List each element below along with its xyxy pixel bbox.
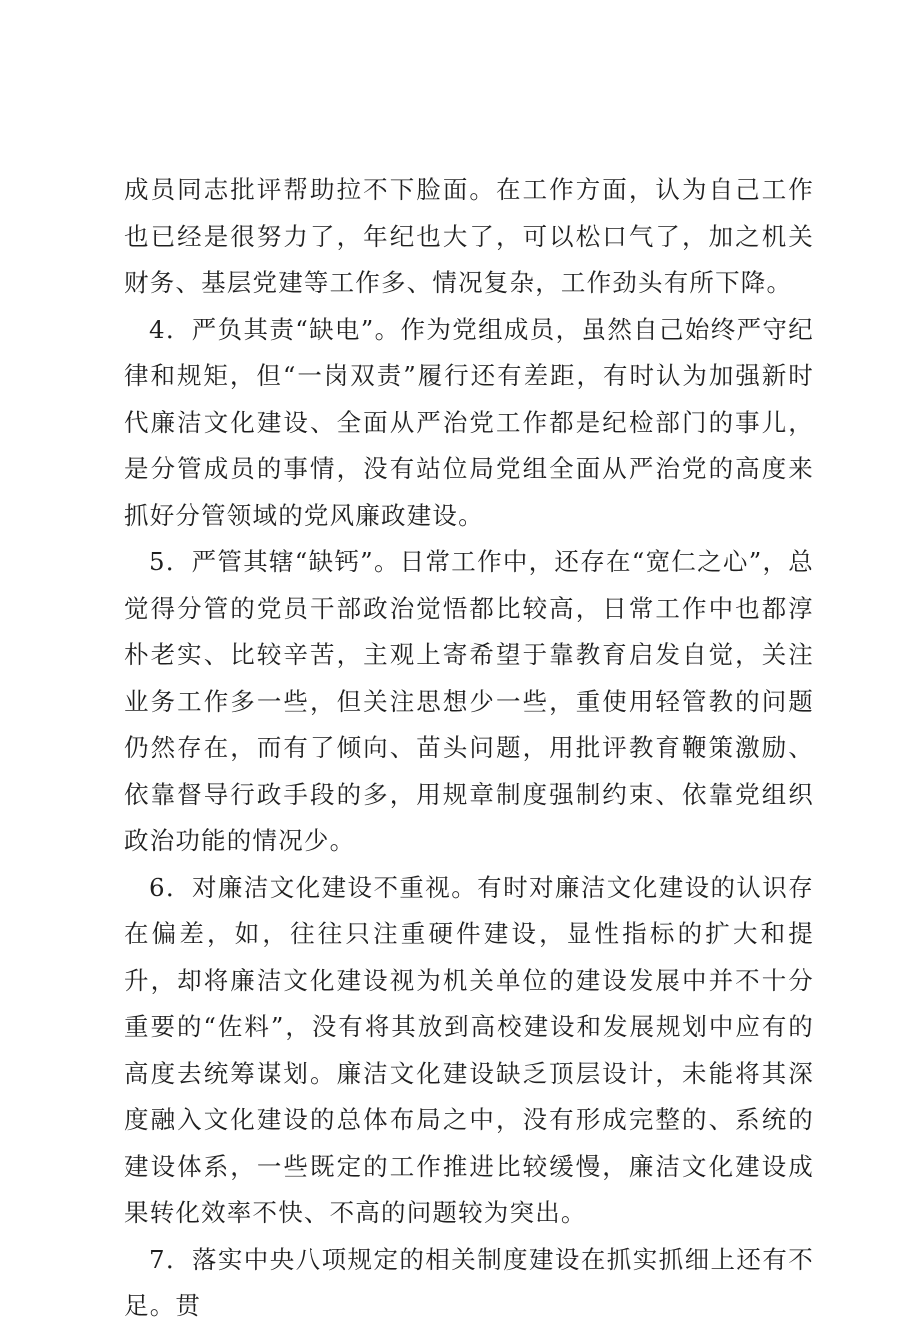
paragraph-item-4: 4．严负其责“缺电”。作为党组成员，虽然自己始终严守纪律和规矩，但“一岗双责”履行还有差距，有时认为加强新时代廉洁文化建设、全面从严治党工作都是纪检部门的事儿，是分管成员的事情，没有站位局党组全面从严治党的高度来抓好分管领域的党风廉政建设。 (124, 314, 814, 530)
paragraph-continued: 成员同志批评帮助拉不下脸面。在工作方面，认为自己工作也已经是很努力了，年纪也大了，可以松口气了，加之机关财务、基层党建等工作多、情况复杂，工作劲头有所下降。 (124, 175, 814, 297)
paragraph-item-7: 7．落实中央八项规定的相关制度建设在抓实抓细上还有不足。贯 (124, 1244, 814, 1320)
paragraph-item-5: 5．严管其辖“缺钙”。日常工作中，还存在“宽仁之心”，总觉得分管的党员干部政治觉悟都比较高，日常工作中也都淳朴老实、比较辛苦，主观上寄希望于靠教育启发自觉，关注业务工作多一些，但关注思想少一些，重使用轻管教的问题仍然存在，而有了倾向、苗头问题，用批评教育鞭策激励、依靠督导行政手段的多，用规章制度强制约束、依靠党组织政治功能的情况少。 (124, 547, 814, 855)
document-body (124, 167, 814, 1330)
paragraph-item-6: 6．对廉洁文化建设不重视。有时对廉洁文化建设的认识存在偏差，如，往往只注重硬件建设，显性指标的扩大和提升，却将廉洁文化建设视为机关单位的建设发展中并不十分重要的“佐料”，没有将其放到高校建设和发展规划中应有的高度去统筹谋划。廉洁文化建设缺乏顶层设计，未能将其深度融入文化建设的总体布局之中，没有形成完整的、系统的建设体系，一些既定的工作推进比较缓慢，廉洁文化建设成果转化效率不快、不高的问题较为突出。 (124, 872, 814, 1227)
